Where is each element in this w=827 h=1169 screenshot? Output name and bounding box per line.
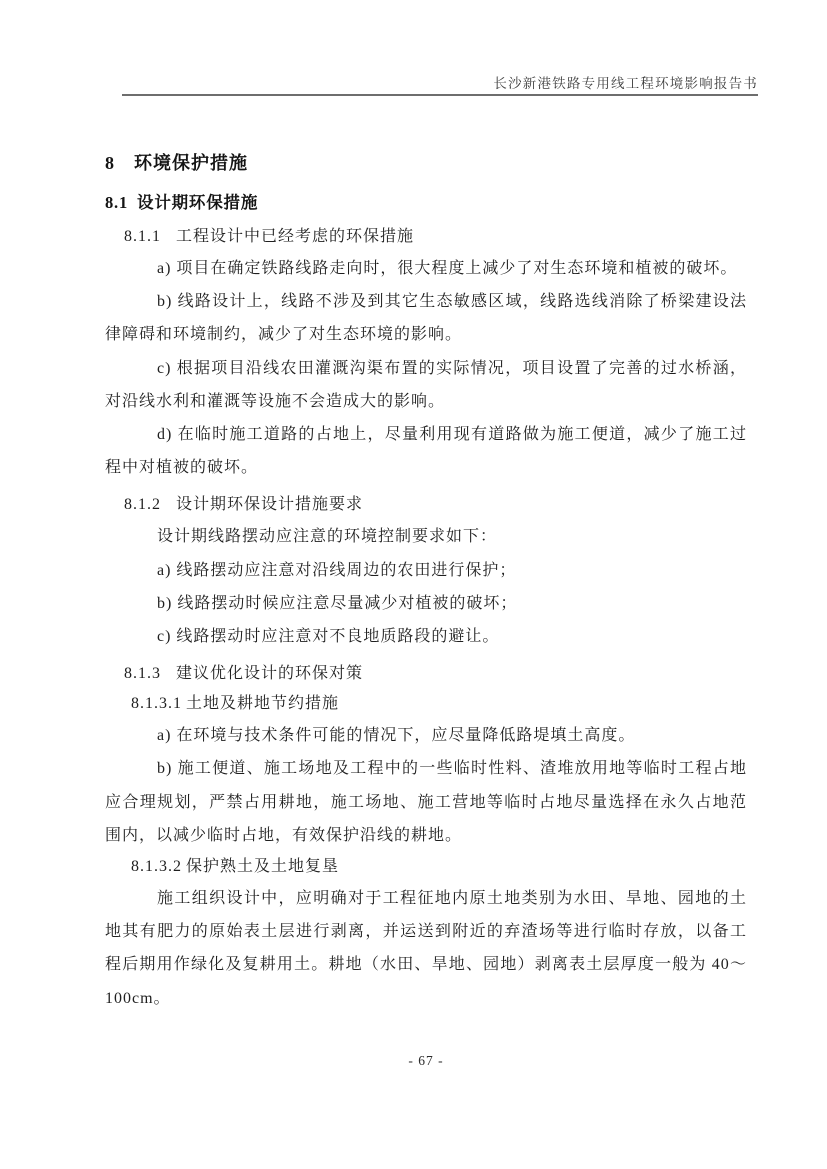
paragraph-8-1-2-item-c: c) 线路摆动时应注意对不良地质路段的避让。 bbox=[157, 628, 500, 646]
subsection-heading-8-1-3-2-number: 8.1.3.2 bbox=[131, 858, 182, 876]
section-heading-8-1 bbox=[105, 190, 747, 216]
subsection-heading-8-1-3-number: 8.1.3 bbox=[124, 665, 161, 683]
paragraph-8-1-3-1-item-b: b) 施工便道、施工场地及工程中的一些临时性料、渣堆放用地等临时工程占地应合理规划，严禁占用耕地，施工场地、施工营地等临时占地尽量选择在永久占地范围内，以减少临时占地，有效保护沿线的耕地。 bbox=[105, 760, 747, 844]
header-title: 长沙新港铁路专用线工程环境影响报告书 bbox=[493, 76, 758, 91]
page-number: - 67 - bbox=[408, 1053, 444, 1068]
paragraph-8-1-1-item-a: a) 项目在确定铁路线路走向时，很大程度上减少了对生态环境和植被的破坏。 bbox=[157, 260, 738, 277]
header-divider bbox=[122, 94, 758, 96]
subsection-heading-8-1-3 bbox=[124, 659, 747, 689]
subsection-heading-8-1-3-title: 建议优化设计的环保对策 bbox=[176, 665, 364, 683]
paragraph-8-1-1-item-b: b) 线路设计上，线路不涉及到其它生态敏感区域，线路选线消除了桥梁建设法律障碍和环境制约，减少了对生态环境的影响。 bbox=[105, 293, 747, 344]
chapter-heading-number: 8 bbox=[105, 153, 115, 173]
paragraph-8-1-1-item-d: d) 在临时施工道路的占地上，尽量利用现有道路做为施工便道，减少了施工过程中对植被的破坏。 bbox=[105, 426, 747, 477]
section-heading-8-1-number: 8.1 bbox=[105, 193, 129, 212]
running-header bbox=[122, 76, 758, 92]
subsection-heading-8-1-1 bbox=[124, 222, 747, 252]
paragraph-8-1-3-1-item-a: a) 在环境与技术条件可能的情况下，应尽量降低路堤填土高度。 bbox=[157, 727, 636, 745]
subsection-heading-8-1-3-2-title: 保护熟土及土地复垦 bbox=[186, 858, 340, 876]
subsection-heading-8-1-1-number: 8.1.1 bbox=[124, 228, 161, 245]
chapter-heading bbox=[105, 150, 747, 176]
paragraph-8-1-3-2-body: 施工组织设计中，应明确对于工程征地内原土地类别为水田、旱地、园地的土地其有肥力的原始表土层进行剥离，并运送到附近的弃渣场等进行临时存放，以备工程后期用作绿化及复耕用土。耕地（水田、旱地、园地）剥离表土层厚度一般为 40～100cm。 bbox=[105, 890, 747, 1007]
paragraph-8-1-1-item-c: c) 根据项目沿线农田灌溉沟渠布置的实际情况，项目设置了完善的过水桥涵，对沿线水利和灌溉等设施不会造成大的影响。 bbox=[105, 359, 747, 410]
chapter-heading-title: 环境保护措施 bbox=[134, 153, 248, 173]
page-footer bbox=[105, 1053, 747, 1069]
subsection-heading-8-1-3-1-title: 土地及耕地节约措施 bbox=[186, 695, 340, 713]
subsection-heading-8-1-3-1-number: 8.1.3.1 bbox=[131, 695, 182, 713]
subsection-heading-8-1-1-title: 工程设计中已经考虑的环保措施 bbox=[176, 228, 415, 245]
subsection-heading-8-1-3-2 bbox=[131, 852, 747, 882]
subsection-heading-8-1-2-number: 8.1.2 bbox=[124, 496, 161, 514]
paragraph-8-1-2-item-a: a) 线路摆动应注意对沿线周边的农田进行保护； bbox=[157, 561, 517, 579]
paragraph-8-1-2-item-b: b) 线路摆动时候应注意尽量减少对植被的破坏； bbox=[157, 594, 518, 612]
section-heading-8-1-title: 设计期环保措施 bbox=[137, 193, 259, 212]
subsection-heading-8-1-2-title: 设计期环保设计措施要求 bbox=[176, 496, 364, 514]
subsection-heading-8-1-3-1 bbox=[131, 689, 747, 719]
subsection-heading-8-1-2 bbox=[124, 490, 747, 520]
document-content bbox=[105, 150, 747, 1015]
paragraph-8-1-2-intro: 设计期线路摆动应注意的环境控制要求如下： bbox=[157, 528, 498, 546]
